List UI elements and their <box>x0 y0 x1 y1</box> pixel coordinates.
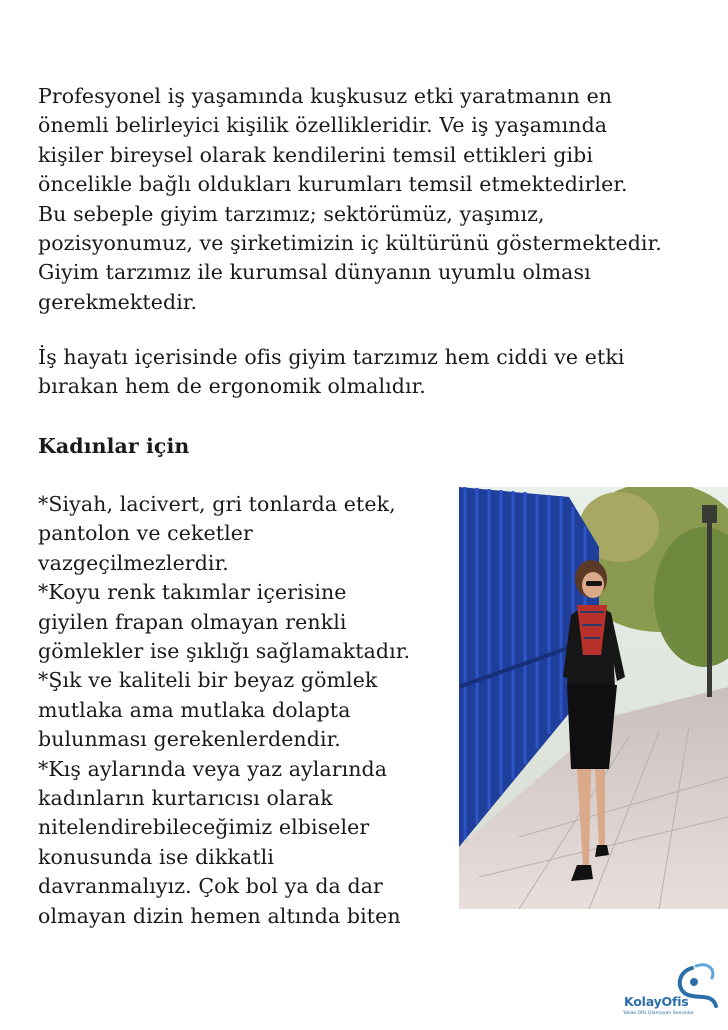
list-line: *Kış aylarında veya yaz aylarında <box>38 756 388 781</box>
text-line: İş hayatı içerisinde ofis giyim tarzımız hem ciddi ve etki <box>38 345 625 369</box>
list-line: davranmalıyız. Çok bol ya da dar <box>38 874 383 899</box>
text-line: öncelikle bağlı oldukları kurumları temsil etmektedirler. <box>38 172 628 197</box>
list-line: mutlaka ama mutlaka dolapta <box>38 697 351 722</box>
list-line: *Şık ve kaliteli bir beyaz gömlek <box>38 668 378 693</box>
text-line: gerekmektedir. <box>38 289 198 314</box>
list-line: giyilen frapan olmayan renkli <box>38 609 347 634</box>
text-line: önemli belirleyici kişilik özellikleridir. Ve iş yaşamında <box>38 113 608 138</box>
list-line: vazgeçilmezlerdir. <box>38 550 229 575</box>
text-line: pozisyonumuz, ve şirketimizin iç kültürünü göstermektedir. <box>38 231 662 256</box>
text-line: bırakan hem de ergonomik olmalıdır. <box>38 374 426 399</box>
list-line: pantolon ve ceketler <box>38 521 253 546</box>
intro-paragraph <box>38 82 662 317</box>
list-line: bulunması gerekenlerdendir. <box>38 727 341 752</box>
women-list <box>38 490 410 931</box>
list-line: kadınların kurtarıcısı olarak <box>38 786 333 811</box>
list-line: nitelendirebileceğimiz elbiseler <box>38 815 370 840</box>
text-line: Bu sebeple giyim tarzımız; sektörümüz, yaşımız, <box>38 201 545 226</box>
text-line: Giyim tarzımız ile kurumsal dünyanın uyumlu olması <box>38 260 591 285</box>
kolayofis-logo <box>618 960 728 1028</box>
photo-illustration <box>459 487 728 909</box>
text-line: Profesyonel iş yaşamında kuşkusuz etki yaratmanın en <box>38 84 613 108</box>
logo-tagline: Yakak Ofis Olamayan Seesinler <box>623 1011 694 1016</box>
second-paragraph <box>38 343 625 402</box>
logo-name: KolayOfis <box>624 994 689 1009</box>
street-style-photo <box>459 487 728 909</box>
section-heading: Kadınlar için <box>38 434 190 458</box>
list-line: konusunda ise dikkatli <box>38 844 274 869</box>
list-line: *Siyah, lacivert, gri tonlarda etek, <box>38 492 396 516</box>
list-line: *Koyu renk takımlar içerisine <box>38 580 347 605</box>
list-line: gömlekler ise şıklığı sağlamaktadır. <box>38 639 411 664</box>
text-line: kişiler bireysel olarak kendilerini temsil ettikleri gibi <box>38 142 593 167</box>
list-line: olmayan dizin hemen altında biten <box>38 903 401 928</box>
